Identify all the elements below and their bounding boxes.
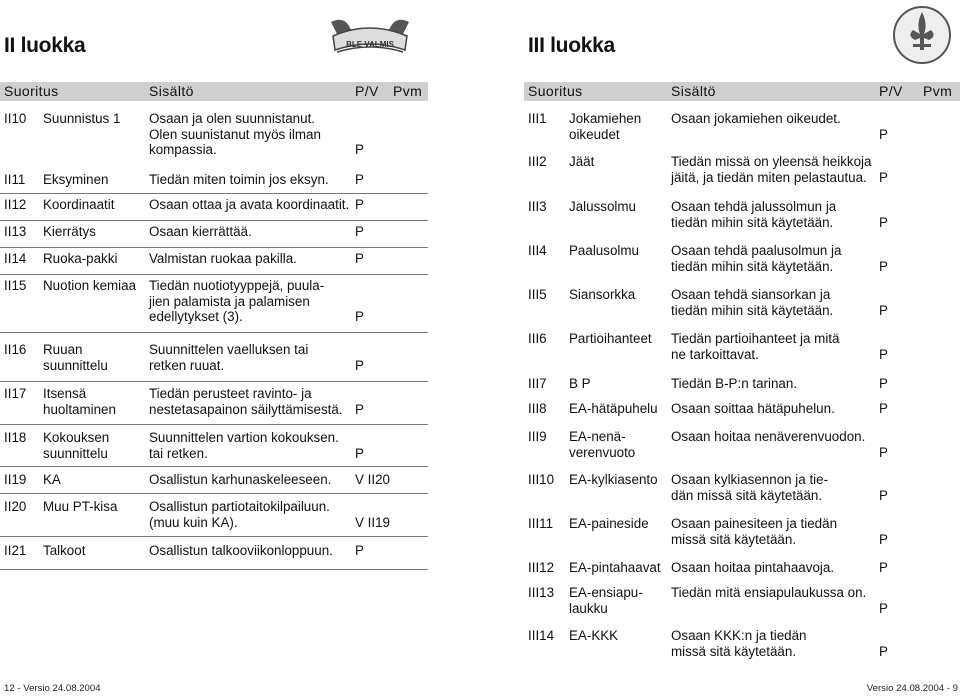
row-content: Osaan ottaa ja avata koordinaatit. <box>149 197 350 212</box>
row-pv: P <box>879 600 888 616</box>
page-footer: 12 - Versio 24.08.2004 <box>4 683 101 694</box>
row-pv: P <box>879 531 888 547</box>
row-divider <box>0 569 428 570</box>
row-content: Tiedän missä on yleensä heikkoja jäitä, ja tiedän miten pelastautua. <box>671 154 872 185</box>
row-code: III6 <box>528 331 547 346</box>
row-content: Osallistun karhunaskeleeseen. <box>149 472 332 487</box>
row-name: Itsensä huoltaminen <box>43 386 116 417</box>
row-content: Osaan KKK:n ja tiedän missä sitä käytetään. <box>671 628 807 659</box>
row-code: III2 <box>528 154 547 169</box>
row-pv: P <box>355 197 364 212</box>
row-code: III12 <box>528 560 555 575</box>
row-name: EA-pintahaavat <box>569 560 661 575</box>
row-name: EA-hätäpuhelu <box>569 401 658 416</box>
row-name: Ruoka-pakki <box>43 251 118 266</box>
row-content: Osaan tehdä paalusolmun ja tiedän mihin sitä käytetään. <box>671 243 842 274</box>
row-divider <box>0 381 428 382</box>
row-divider <box>0 274 428 275</box>
row-name: Kokouksen suunnittelu <box>43 430 110 461</box>
row-code: III10 <box>528 472 555 487</box>
row-name: Eksyminen <box>43 172 109 187</box>
row-code: III3 <box>528 199 547 214</box>
row-name: EA-nenä- verenvuoto <box>569 429 636 460</box>
row-name: Jalussolmu <box>569 199 636 214</box>
logo-text: BLE VALMIS <box>346 40 394 49</box>
row-name: Paalusolmu <box>569 243 639 258</box>
row-name: Partioihanteet <box>569 331 652 346</box>
row-pv: P <box>879 258 888 274</box>
row-pv: P <box>879 214 888 230</box>
row-content: Valmistan ruokaa pakilla. <box>149 251 297 266</box>
row-pv: P <box>879 401 888 416</box>
row-code: II12 <box>4 197 27 212</box>
row-name: Nuotion kemiaa <box>43 278 137 293</box>
row-content: Osaan hoitaa nenäverenvuodon. <box>671 429 866 444</box>
row-content: Tiedän mitä ensiapulaukussa on. <box>671 585 867 600</box>
row-pv: P <box>355 224 364 239</box>
row-content: Osaan soittaa hätäpuhelun. <box>671 401 835 416</box>
row-code: III9 <box>528 429 547 444</box>
row-name: Jäät <box>569 154 595 169</box>
header-pv: P/V <box>879 83 903 99</box>
row-pv: P <box>879 169 888 185</box>
row-name: Muu PT-kisa <box>43 499 118 514</box>
row-pv: P <box>879 346 888 362</box>
row-code: II14 <box>4 251 27 266</box>
row-code: II16 <box>4 342 27 357</box>
header-sisalto: Sisältö <box>149 83 194 99</box>
row-name: Talkoot <box>43 543 86 558</box>
row-code: II21 <box>4 543 27 558</box>
row-code: III13 <box>528 585 555 600</box>
scout-emblem-logo <box>325 14 415 62</box>
row-divider <box>0 220 428 221</box>
page-title: II luokka <box>4 34 86 57</box>
row-content: Osaan kylkiasennon ja tie- dän missä sitä käytetään. <box>671 472 829 503</box>
row-name: Kierrätys <box>43 224 96 239</box>
page-title: III luokka <box>528 34 615 57</box>
row-code: II13 <box>4 224 27 239</box>
row-code: II20 <box>4 499 27 514</box>
table-header <box>0 82 428 101</box>
row-content: Suunnittelen vartion kokouksen. tai retken. <box>149 430 339 461</box>
row-code: III1 <box>528 111 547 126</box>
row-pv: V II19 <box>355 514 390 530</box>
row-divider <box>0 332 428 333</box>
row-pv: P <box>879 444 888 460</box>
header-sisalto: Sisältö <box>671 83 716 99</box>
page-footer: Versio 24.08.2004 - 9 <box>866 683 958 694</box>
row-pv: P <box>355 401 364 417</box>
row-divider <box>0 536 428 537</box>
row-code: III14 <box>528 628 555 643</box>
row-content: Osaan tehdä jalussolmun ja tiedän mihin sitä käytetään. <box>671 199 837 230</box>
row-divider <box>0 493 428 494</box>
right-page <box>480 0 960 699</box>
row-divider <box>0 247 428 248</box>
header-pv: P/V <box>355 83 379 99</box>
row-name: Koordinaatit <box>43 197 115 212</box>
row-content: Tiedän B-P:n tarinan. <box>671 376 798 391</box>
row-code: III5 <box>528 287 547 302</box>
row-content: Osallistun talkooviikonloppuun. <box>149 543 333 558</box>
row-content: Osaan ja olen suunnistanut. Olen suunistanut myös ilman kompassia. <box>149 111 321 157</box>
row-code: III4 <box>528 243 547 258</box>
row-pv: P <box>355 309 364 324</box>
row-pv: P <box>879 643 888 659</box>
row-content: Osaan painesiteen ja tiedän missä sitä käytetään. <box>671 516 838 547</box>
row-name: EA-KKK <box>569 628 619 643</box>
row-content: Osaan hoitaa pintahaavoja. <box>671 560 835 575</box>
row-name: Suunnistus 1 <box>43 111 121 126</box>
row-code: III11 <box>528 516 554 531</box>
row-code: II17 <box>4 386 27 401</box>
row-pv: P <box>355 172 364 187</box>
row-name: Ruuan suunnittelu <box>43 342 108 373</box>
row-divider <box>0 466 428 467</box>
row-code: II15 <box>4 278 27 293</box>
fleur-de-lis-logo <box>891 4 953 66</box>
header-pvm: Pvm <box>393 83 423 99</box>
row-pv: P <box>355 543 364 558</box>
row-name: EA-ensiapu- laukku <box>569 585 643 616</box>
row-pv: P <box>879 560 888 575</box>
row-pv: P <box>879 487 888 503</box>
row-name: EA-kylkiasento <box>569 472 658 487</box>
row-pv: P <box>879 376 888 391</box>
row-pv: P <box>355 357 364 373</box>
header-pvm: Pvm <box>923 83 953 99</box>
row-content: Tiedän nuotiotyyppejä, puula- jien palamista ja palamisen edellytykset (3). <box>149 278 325 324</box>
row-content: Tiedän miten toimin jos eksyn. <box>149 172 329 187</box>
table-header <box>524 82 960 101</box>
row-name: B P <box>569 376 591 391</box>
row-content: Suunnittelen vaelluksen tai retken ruuat. <box>149 342 309 373</box>
row-code: II18 <box>4 430 27 445</box>
row-code: III8 <box>528 401 547 416</box>
row-pv: V II20 <box>355 472 390 487</box>
row-name: Jokamiehen oikeudet <box>569 111 642 142</box>
row-content: Osaan jokamiehen oikeudet. <box>671 111 841 126</box>
row-name: EA-paineside <box>569 516 649 531</box>
row-divider <box>0 193 428 194</box>
row-code: II19 <box>4 472 27 487</box>
row-code: II11 <box>4 172 26 187</box>
row-content: Osallistun partiotaitokilpailuun. (muu kuin KA). <box>149 499 330 530</box>
row-divider <box>0 424 428 425</box>
row-content: Osaan tehdä siansorkan ja tiedän mihin sitä käytetään. <box>671 287 834 318</box>
row-name: Siansorkka <box>569 287 636 302</box>
row-content: Tiedän partioihanteet ja mitä ne tarkoittavat. <box>671 331 840 362</box>
row-pv: P <box>879 302 888 318</box>
row-content: Osaan kierrättää. <box>149 224 252 239</box>
row-content: Tiedän perusteet ravinto- ja nestetasapainon säilyttämisestä. <box>149 386 343 417</box>
row-code: III7 <box>528 376 547 391</box>
row-pv: P <box>355 142 364 157</box>
header-suoritus: Suoritus <box>528 83 583 99</box>
row-pv: P <box>879 126 888 142</box>
row-pv: P <box>355 445 364 461</box>
header-suoritus: Suoritus <box>4 83 59 99</box>
row-name: KA <box>43 472 61 487</box>
row-code: II10 <box>4 111 27 126</box>
row-pv: P <box>355 251 364 266</box>
